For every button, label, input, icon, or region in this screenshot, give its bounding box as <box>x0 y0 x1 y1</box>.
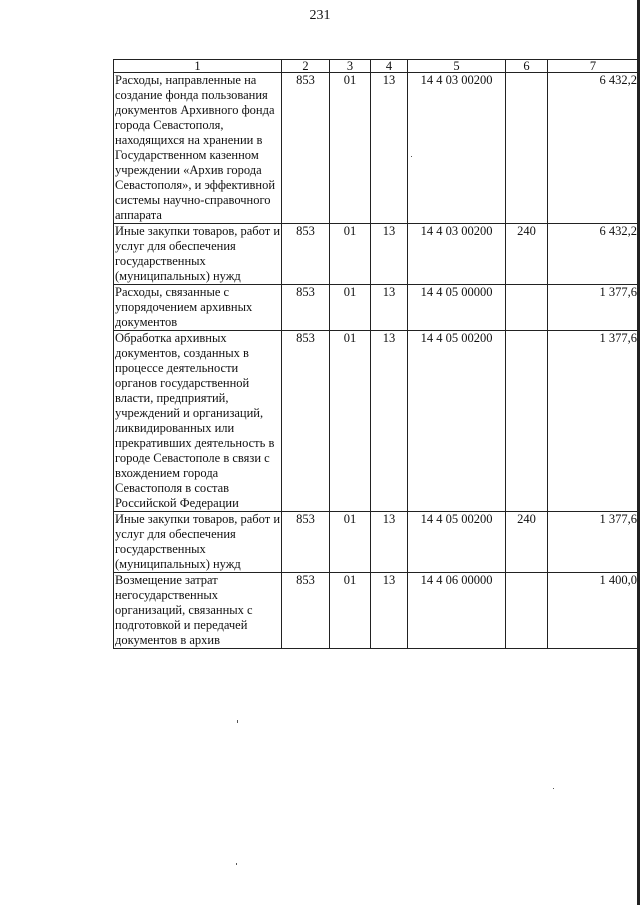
expense-type-code-cell <box>506 73 548 224</box>
expense-name-cell: Расходы, связанные с упорядочением архивных документов <box>114 285 282 331</box>
expense-type-code-cell <box>506 331 548 512</box>
column-header: 7 <box>548 60 639 73</box>
target-item-code-cell: 14 4 05 00000 <box>408 285 506 331</box>
subsection-code-cell: 13 <box>371 331 408 512</box>
subsection-code-cell: 13 <box>371 285 408 331</box>
section-code-cell: 01 <box>330 285 371 331</box>
column-header: 2 <box>282 60 330 73</box>
department-code-cell: 853 <box>282 573 330 649</box>
target-item-code-cell: 14 4 03 00200 <box>408 73 506 224</box>
table-row <box>114 573 639 649</box>
amount-cell: 6 432,2 <box>548 73 639 224</box>
target-item-code-cell: 14 4 05 00200 <box>408 331 506 512</box>
section-code-cell: 01 <box>330 73 371 224</box>
department-code-cell: 853 <box>282 73 330 224</box>
expense-name-cell: Иные закупки товаров, работ и услуг для обеспечения государственных (муниципальных) нужд <box>115 512 281 571</box>
column-header: 3 <box>330 60 371 73</box>
subsection-code-cell: 13 <box>371 573 408 649</box>
amount-cell: 1 400,0 <box>548 573 639 649</box>
amount-cell: 1 377,6 <box>548 331 639 512</box>
target-item-code-cell: 14 4 05 00200 <box>408 512 506 573</box>
department-code-cell: 853 <box>282 331 330 512</box>
expense-name-cell: Иные закупки товаров, работ и услуг для обеспечения государственных (муниципальных) нужд <box>115 224 281 283</box>
department-code-cell: 853 <box>282 512 330 573</box>
scan-speck <box>237 720 238 723</box>
table-row <box>114 224 639 285</box>
table-row <box>114 512 639 573</box>
expense-type-code-cell <box>506 573 548 649</box>
column-header: 1 <box>114 60 282 73</box>
department-code-cell: 853 <box>282 285 330 331</box>
section-code-cell: 01 <box>330 224 371 285</box>
table-row <box>114 331 639 512</box>
page-number: 231 <box>309 8 331 23</box>
target-item-code-cell: 14 4 06 00000 <box>408 573 506 649</box>
amount-cell: 1 377,6 <box>548 512 639 573</box>
amount-cell: 6 432,2 <box>548 224 639 285</box>
section-code-cell: 01 <box>330 573 371 649</box>
expense-name-cell: Расходы, направленные на создание фонда пользования документов Архивного фонда города Севастополя, находящихся на хранении в Государственном казенном учреждении «Архив города Севастополя», и эффективной системы научно-справочного аппарата <box>114 73 282 224</box>
subsection-code-cell: 13 <box>371 224 408 285</box>
budget-table <box>113 59 639 649</box>
subsection-code-cell: 13 <box>371 512 408 573</box>
column-header: 4 <box>371 60 408 73</box>
expense-type-code-cell: 240 <box>506 224 548 285</box>
scan-speck <box>236 863 237 865</box>
expense-type-code-cell: 240 <box>506 512 548 573</box>
expense-name-cell: Возмещение затрат негосударственных организаций, связанных с подготовкой и передачей документов в архив <box>114 573 282 649</box>
subsection-code-cell: 13 <box>371 73 408 224</box>
department-code-cell: 853 <box>282 224 330 285</box>
section-code-cell: 01 <box>330 512 371 573</box>
table-row <box>114 285 639 331</box>
table-row <box>114 73 639 224</box>
expense-name-cell: Обработка архивных документов, созданных в процессе деятельности органов государственной власти, предприятий, учреждений и организаций, ликвидированных или прекративших деятельность в городе Севастополе в связи с вхождением города Севастополя в состав Российской Федерации <box>114 331 282 512</box>
scan-speck <box>553 788 554 789</box>
amount-cell: 1 377,6 <box>548 285 639 331</box>
expense-type-code-cell <box>506 285 548 331</box>
scan-speck <box>411 156 412 157</box>
target-item-code-cell: 14 4 03 00200 <box>408 224 506 285</box>
column-header: 6 <box>506 60 548 73</box>
section-code-cell: 01 <box>330 331 371 512</box>
column-header: 5 <box>408 60 506 73</box>
table-header-row <box>114 60 639 73</box>
